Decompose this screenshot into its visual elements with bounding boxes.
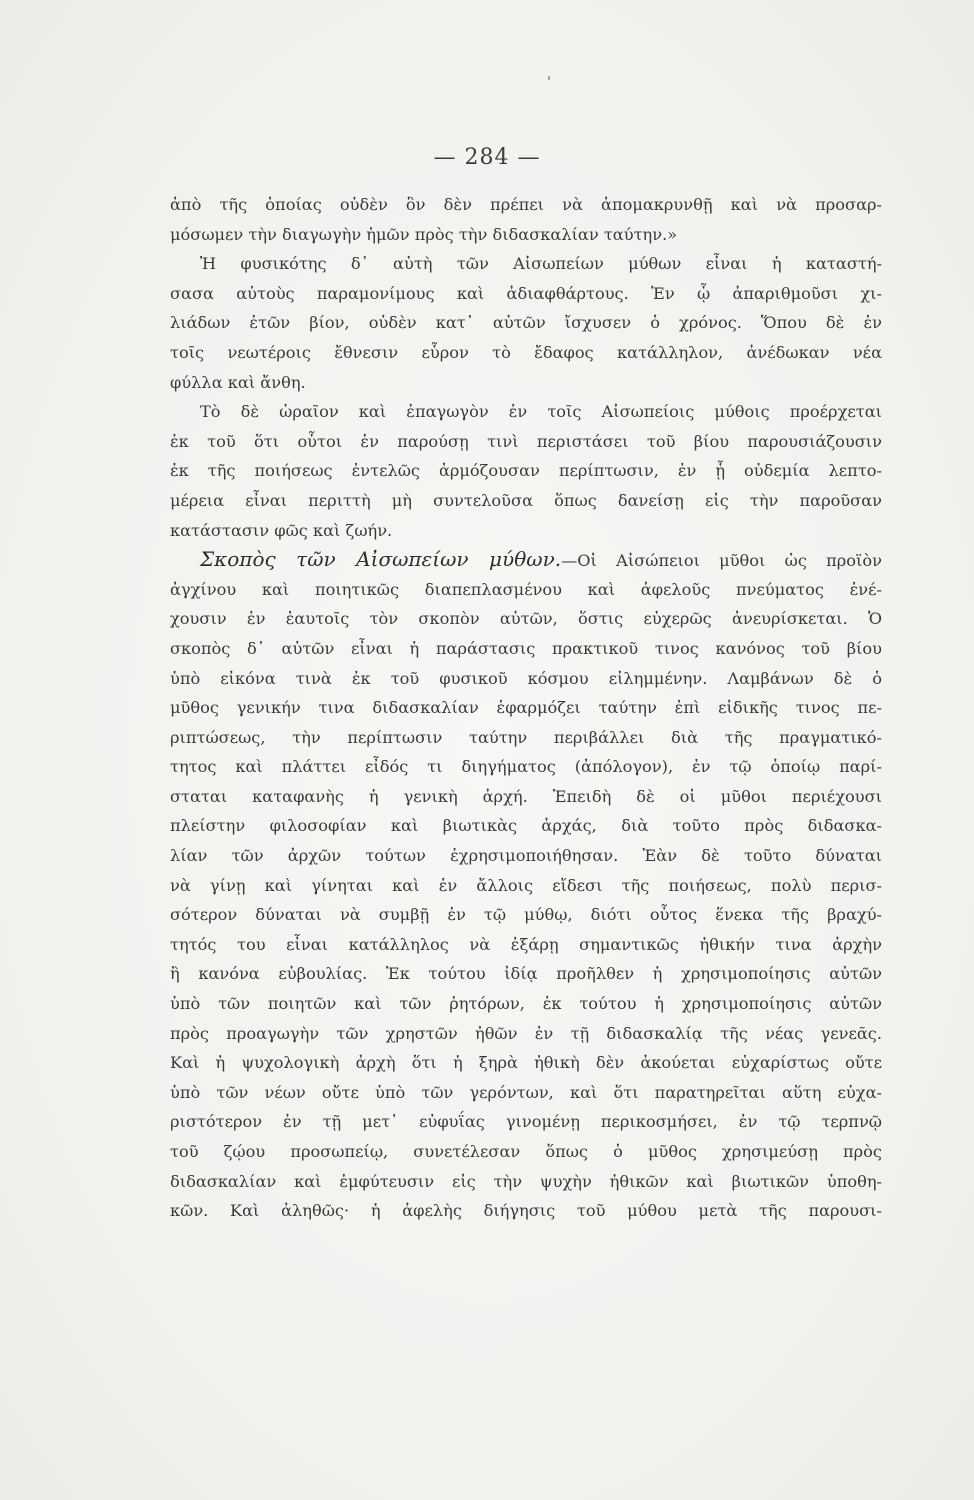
text-line <box>170 545 882 575</box>
text-line: κῶν. Καὶ ἀληθῶς· ἡ ἀφελὴς διήγησις τοῦ μύθου μετὰ τῆς παρουσι- <box>170 1201 882 1221</box>
text-line: ἐκ τῆς ποιήσεως ἐντελῶς ἁρμόζουσαν περίπτωσιν, ἐν ᾗ οὐδεμία λεπτο- <box>170 461 882 481</box>
text-line: ἀπὸ τῆς ὁποίας οὐδὲν ὃν δὲν πρέπει νὰ ἀπομακρυνθῇ καὶ νὰ προσαρ- <box>170 195 882 214</box>
text-line: σκοπὸς δ᾽ αὐτῶν εἶναι ἡ παράστασις πρακτικοῦ τινος κανόνος τοῦ βίου <box>170 638 882 658</box>
text-line: ριστότερον ἐν τῇ μετ᾽ εὐφυΐας γινομένῃ περικοσμήσει, ἐν τῷ τερπνῷ <box>170 1112 882 1132</box>
text-line: τοῦ ζῴου προσωπείῳ, συνετέλεσαν ὅπως ὁ μῦθος χρησιμεύσῃ πρὸς <box>170 1142 882 1161</box>
text-line: κατάστασιν φῶς καὶ ζωήν. <box>170 520 393 540</box>
text-line: πλείστην φιλοσοφίαν καὶ βιωτικὰς ἀρχάς, διὰ τοῦτο πρὸς διδασκα- <box>170 816 882 836</box>
text-line: λιάδων ἐτῶν βίον, οὐδὲν κατ᾽ αὐτῶν ἴσχυσεν ὁ χρόνος. Ὅπου δὲ ἐν <box>170 313 882 333</box>
text-line: τητός του εἶναι κατάλληλος νὰ ἐξάρῃ σημαντικῶς ἠθικήν τινα ἀρχὴν <box>170 934 882 954</box>
text-line: μῦθος γενικήν τινα διδασκαλίαν ἐφαρμόζει ταύτην ἐπὶ εἰδικῆς τινος πε- <box>170 698 882 718</box>
section-heading: Σκοπὸς τῶν Αἰσωπείων μύθων. <box>200 547 562 572</box>
paper-speck <box>548 76 550 80</box>
text-line: σταται καταφανὴς ἡ γενικὴ ἀρχή. Ἐπειδὴ δὲ οἱ μῦθοι περιέχουσι <box>170 786 882 806</box>
text-line: φύλλα καὶ ἄνθη. <box>170 372 306 392</box>
text-line: νὰ γίνῃ καὶ γίνηται καὶ ἐν ἄλλοις εἴδεσι τῆς ποιήσεως, πολὺ περισ- <box>170 875 882 895</box>
text-line: τητος καὶ πλάττει εἶδός τι διηγήματος (ἀπόλογον), ἐν τῷ ὁποίῳ παρί- <box>170 757 882 777</box>
text-line: Τὸ δὲ ὡραῖον καὶ ἐπαγωγὸν ἐν τοῖς Αἰσωπείοις μύθοις προέρχεται <box>200 402 882 422</box>
text-line: σασα αὐτοὺς παραμονίμους καὶ ἀδιαφθάρτους. Ἐν ᾧ ἀπαριθμοῦσι χι- <box>170 283 882 303</box>
page-number: — 284 — <box>433 145 541 170</box>
text-line: Καὶ ἡ ψυχολογικὴ ἀρχὴ ὅτι ἡ ξηρὰ ἠθικὴ δὲν ἀκούεται εὐχαρίστως οὔτε <box>170 1053 882 1073</box>
text-line: ὑπὸ εἰκόνα τινὰ ἐκ τοῦ φυσικοῦ κόσμου εἰλημμένην. Λαμβάνων δὲ ὁ <box>170 668 882 688</box>
text-line: ἀγχίνου καὶ ποιητικῶς διαπεπλασμένου καὶ ἀφελοῦς πνεύματος ἐνέ- <box>170 579 882 599</box>
text-line: ριπτώσεως, τὴν περίπτωσιν ταύτην περιβάλλει διὰ τῆς πραγματικό- <box>170 727 882 747</box>
text-line: μέρεια εἶναι περιττὴ μὴ συντελοῦσα ὅπως δανείσῃ εἰς τὴν παροῦσαν <box>170 490 882 510</box>
text-line: ὑπὸ τῶν νέων οὔτε ὑπὸ τῶν γερόντων, καὶ ὅτι παρατηρεῖται αὕτη εὐχα- <box>170 1082 882 1102</box>
text-line: χουσιν ἐν ἑαυτοῖς τὸν σκοπὸν αὐτῶν, ὅστις εὐχερῶς ἀνευρίσκεται. Ὁ <box>170 609 882 629</box>
text-line: λίαν τῶν ἀρχῶν τούτων ἐχρησιμοποιήθησαν. Ἐὰν δὲ τοῦτο δύναται <box>170 846 882 866</box>
text-line: τοῖς νεωτέροις ἔθνεσιν εὗρον τὸ ἔδαφος κατάλληλον, ἀνέδωκαν νέα <box>170 342 882 362</box>
text-line: ὑπὸ τῶν ποιητῶν καὶ τῶν ῥητόρων, ἐκ τούτου ἡ χρησιμοποίησις αὐτῶν <box>170 994 882 1014</box>
text-line: μόσωμεν τὴν διαγωγὴν ἡμῶν πρὸς τὴν διδασκαλίαν ταύτην.» <box>170 224 678 244</box>
text-line: σότερον δύναται νὰ συμβῇ ἐν τῷ μύθῳ, διότι οὗτος ἕνεκα τῆς βραχύ- <box>170 905 882 925</box>
text-body <box>170 190 882 1226</box>
text-line: Ἡ φυσικότης δ᾽ αὐτὴ τῶν Αἰσωπείων μύθων εἶναι ἡ καταστή- <box>200 254 882 274</box>
section-text: —Οἱ Αἰσώπειοι μῦθοι ὡς προϊὸν <box>561 551 882 571</box>
text-line: ἢ κανόνα εὐβουλίας. Ἐκ τούτου ἰδίᾳ προῆλθεν ἡ χρησιμοποίησις αὐτῶν <box>170 964 882 984</box>
text-line: ἐκ τοῦ ὅτι οὗτοι ἐν παρούσῃ τινὶ περιστάσει τοῦ βίου παρουσιάζουσιν <box>170 431 882 451</box>
text-line: διδασκαλίαν καὶ ἐμφύτευσιν εἰς τὴν ψυχὴν ἠθικῶν καὶ βιωτικῶν ὑποθη- <box>170 1171 882 1191</box>
text-line: πρὸς προαγωγὴν τῶν χρηστῶν ἠθῶν ἐν τῇ διδασκαλίᾳ τῆς νέας γενεᾶς. <box>170 1023 882 1043</box>
